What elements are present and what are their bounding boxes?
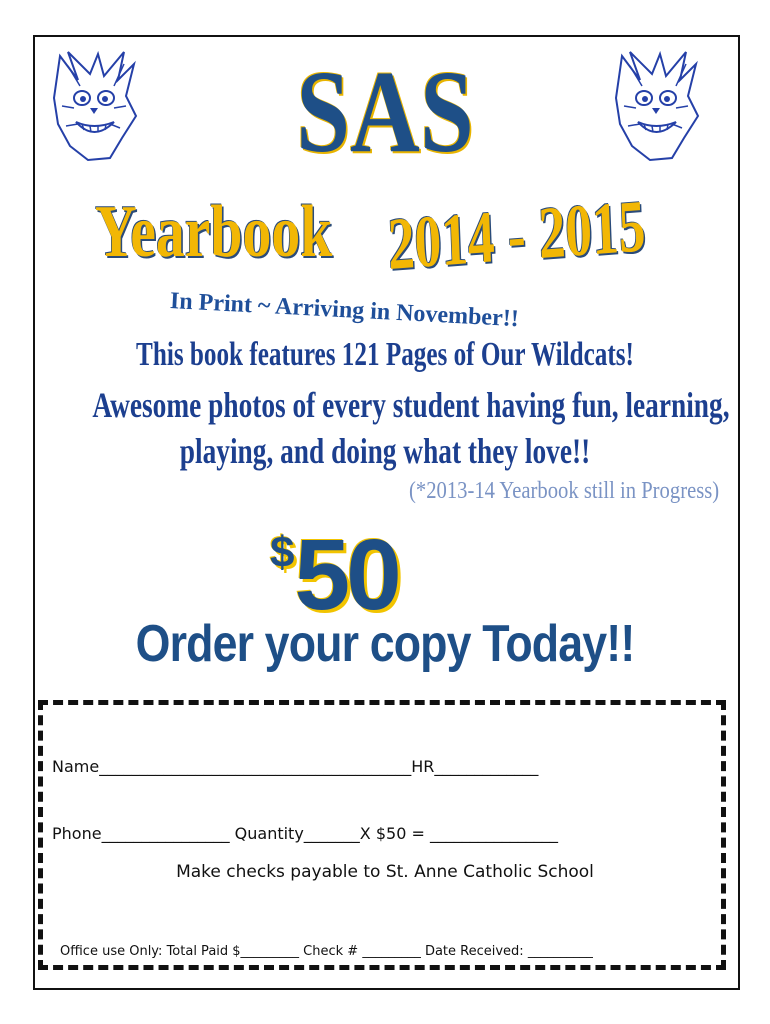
yearbook-years: 2014 - 2015 — [386, 185, 647, 286]
yearbook-heading: Yearbook — [95, 191, 333, 273]
print-announcement: In Print ~ Arriving in November!! — [169, 288, 520, 333]
progress-note: (*2013-14 Yearbook still in Progress) — [409, 478, 720, 504]
phone-quantity-field[interactable]: Phone________________ Quantity_______X $50 = ________________ — [52, 824, 558, 843]
order-call-to-action: Order your copy Today!! — [135, 615, 635, 673]
checks-payable-note: Make checks payable to St. Anne Catholic School — [176, 862, 594, 882]
description-line-2: playing, and doing what they love!! — [179, 431, 591, 471]
price-currency: $ — [270, 528, 295, 577]
features-line: This book features 121 Pages of Our Wildcats! — [136, 336, 634, 373]
school-title: SAS — [296, 46, 474, 177]
office-use-field[interactable]: Office use Only: Total Paid $_________ Check # _________ Date Received: __________ — [60, 944, 593, 959]
description-line-1: Awesome photos of every student having fun, learning, — [92, 385, 730, 425]
name-hr-field[interactable]: Name_______________________________________HR_____________ — [52, 757, 539, 776]
price-amount: 50 — [294, 519, 398, 631]
